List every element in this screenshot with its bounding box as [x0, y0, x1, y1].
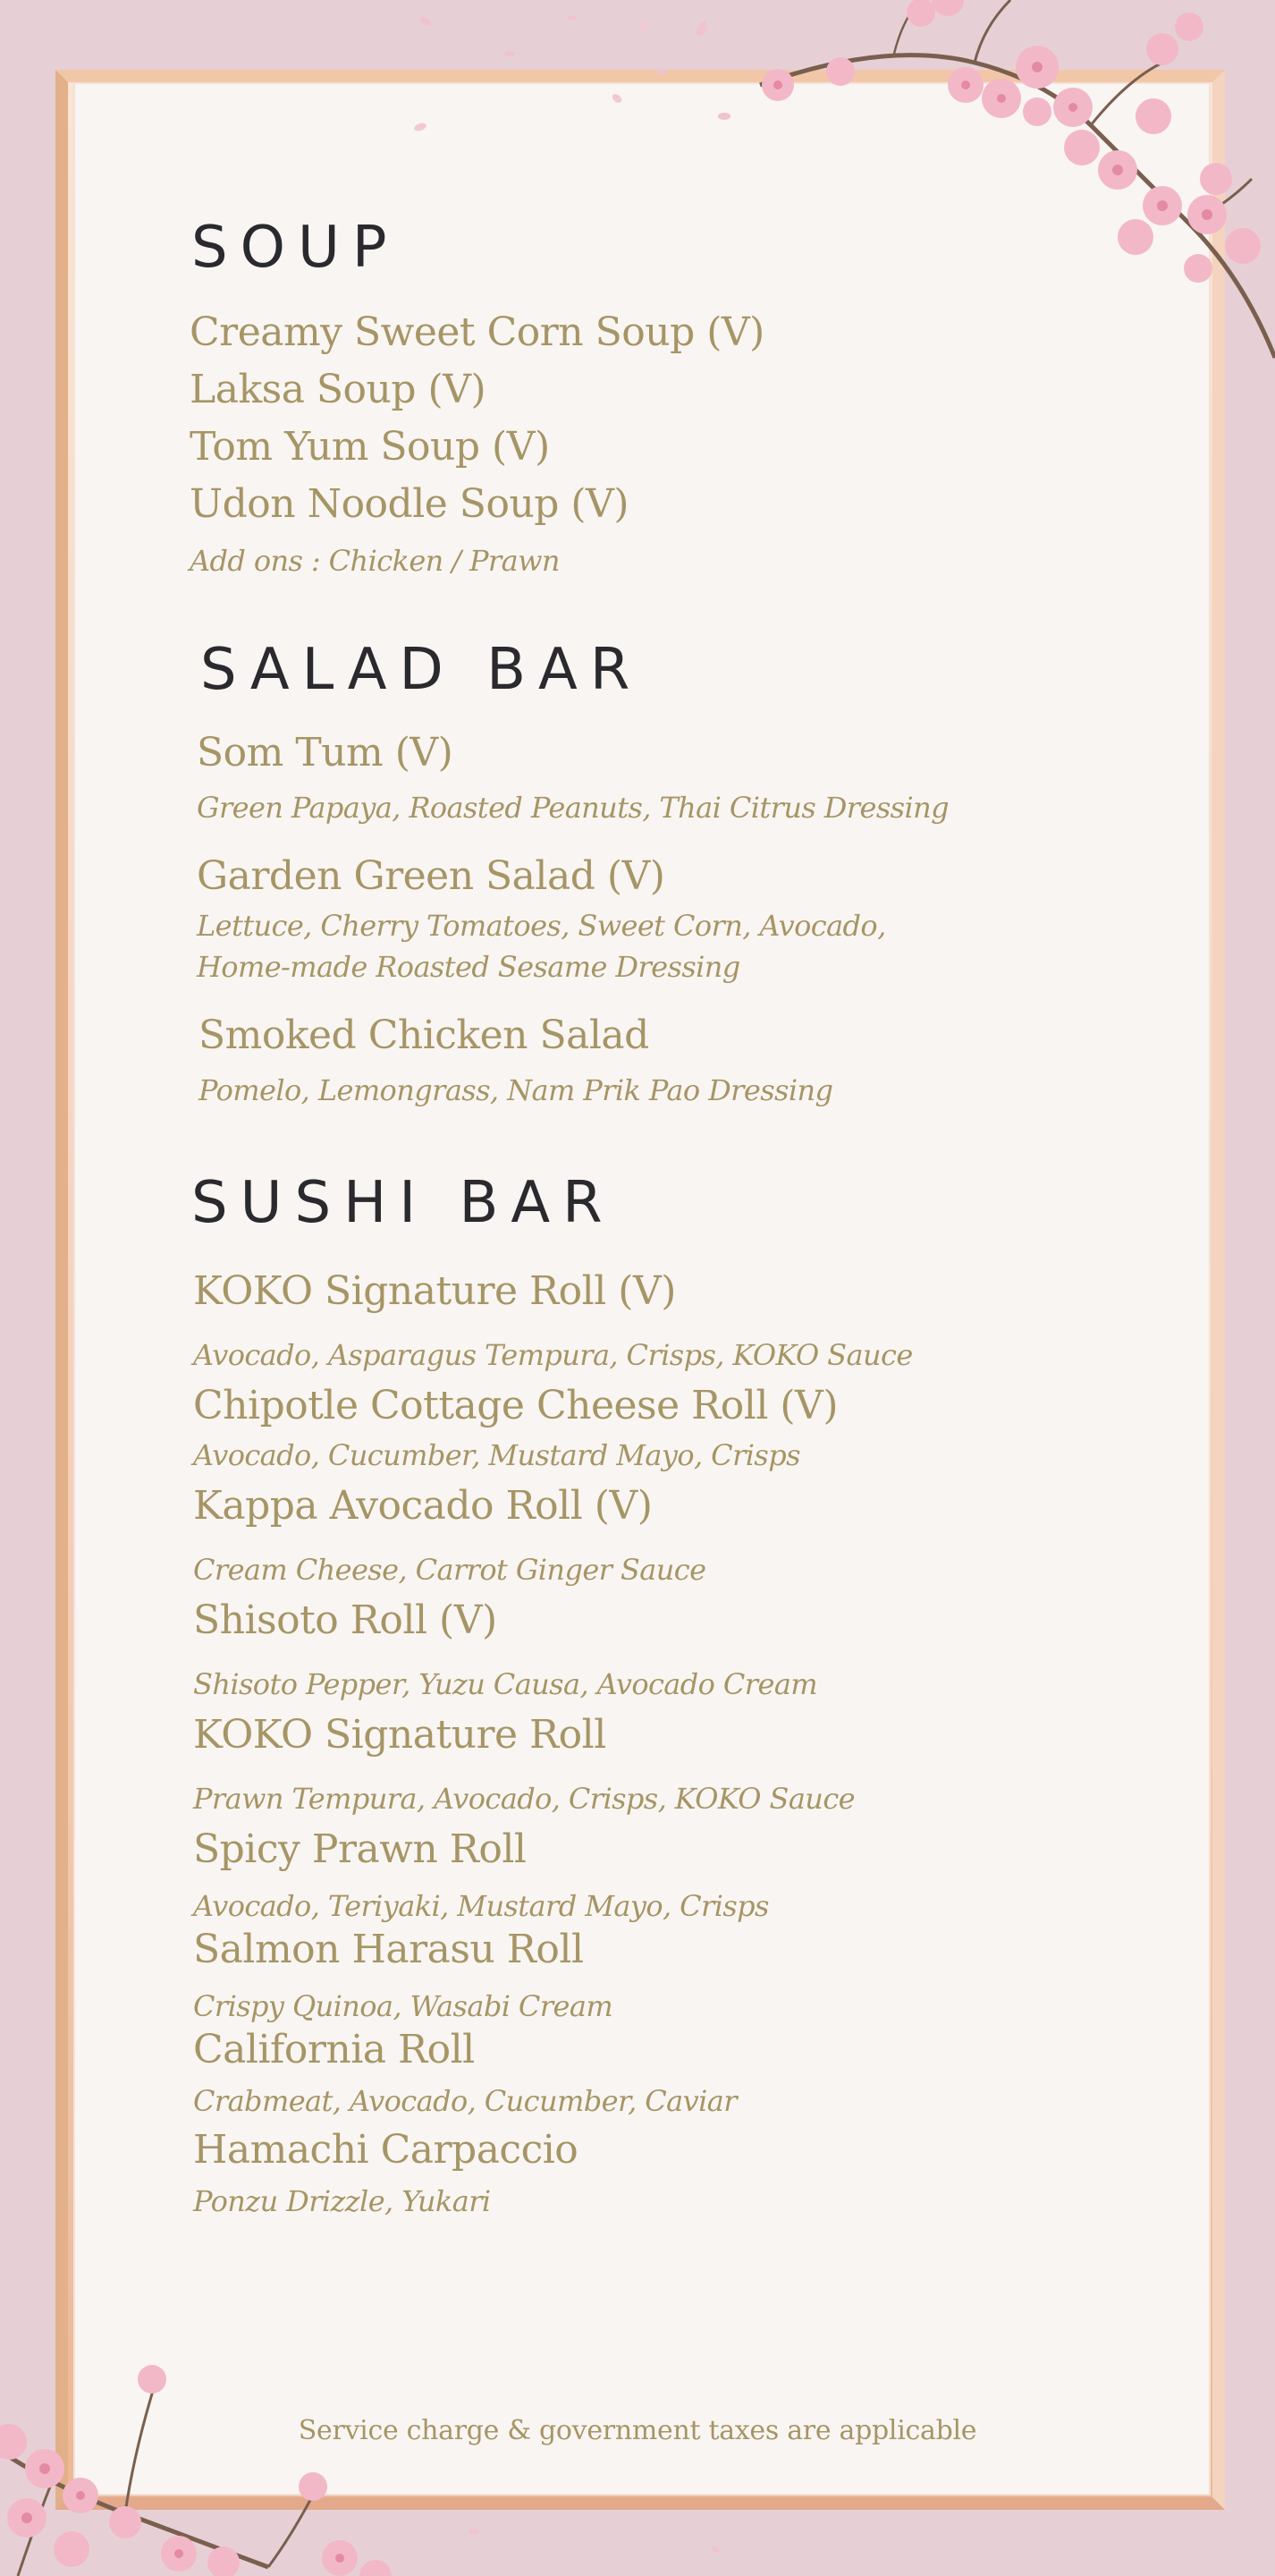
menu-item-smoked-chicken-salad: Smoked Chicken Salad: [198, 1013, 649, 1058]
menu-item-salmon-harasu-roll: Salmon Harasu Roll: [193, 1927, 584, 1972]
menu-item-koko-signature-roll-desc: Prawn Tempura, Avocado, Crisps, KOKO Sauce: [193, 1782, 855, 1816]
menu-item-laksa-soup: Laksa Soup (V): [190, 367, 486, 412]
menu-item-kappa-avocado-roll: Kappa Avocado Roll (V): [193, 1483, 653, 1529]
menu-item-california-roll-desc: Crabmeat, Avocado, Cucumber, Caviar: [193, 2084, 737, 2118]
section-title-salad-bar: SALAD BAR: [200, 637, 643, 703]
section-title-sushi-bar: SUSHI BAR: [191, 1170, 615, 1236]
menu-item-garden-green-salad-desc-line2: Home-made Roasted Sesame Dressing: [197, 950, 740, 984]
menu-item-chipotle-cottage-cheese-roll: Chipotle Cottage Cheese Roll (V): [193, 1383, 838, 1428]
menu-item-tom-yum-soup: Tom Yum Soup (V): [190, 424, 550, 470]
soup-add-ons-note: Add ons : Chicken / Prawn: [190, 544, 560, 578]
menu-item-creamy-sweet-corn-soup: Creamy Sweet Corn Soup (V): [190, 309, 764, 355]
menu-item-kappa-avocado-roll-desc: Cream Cheese, Carrot Ginger Sauce: [193, 1553, 706, 1587]
menu-item-som-tum-desc: Green Papaya, Roasted Peanuts, Thai Citrus Dressing: [197, 791, 949, 825]
menu-item-koko-signature-roll-v-desc: Avocado, Asparagus Tempura, Crisps, KOKO Sauce: [193, 1338, 913, 1372]
menu-item-spicy-prawn-roll-desc: Avocado, Teriyaki, Mustard Mayo, Crisps: [193, 1889, 769, 1923]
section-title-soup: SOUP: [191, 215, 400, 281]
menu-item-som-tum: Som Tum (V): [197, 730, 453, 775]
falling-petals-decoration: [393, 0, 769, 143]
falling-petals-bottom-decoration: [447, 2504, 805, 2576]
cherry-blossom-branch-top-right: [742, 0, 1275, 376]
menu-item-smoked-chicken-salad-desc: Pomelo, Lemongrass, Nam Prik Pao Dressing: [198, 1073, 833, 1107]
menu-item-chipotle-cottage-cheese-roll-desc: Avocado, Cucumber, Mustard Mayo, Crisps: [193, 1438, 800, 1472]
menu-item-spicy-prawn-roll: Spicy Prawn Roll: [193, 1826, 527, 1872]
menu-item-koko-signature-roll-v: KOKO Signature Roll (V): [193, 1268, 676, 1314]
service-charge-note: Service charge & government taxes are applicable: [298, 2415, 977, 2446]
menu-item-hamachi-carpaccio-desc: Ponzu Drizzle, Yukari: [193, 2184, 491, 2218]
menu-item-koko-signature-roll: KOKO Signature Roll: [193, 1712, 606, 1758]
menu-item-shisoto-roll: Shisoto Roll (V): [193, 1597, 497, 1643]
menu-item-shisoto-roll-desc: Shisoto Pepper, Yuzu Causa, Avocado Cream: [193, 1667, 818, 1701]
menu-item-hamachi-carpaccio: Hamachi Carpaccio: [193, 2127, 578, 2173]
menu-item-garden-green-salad: Garden Green Salad (V): [197, 853, 665, 899]
menu-item-salmon-harasu-roll-desc: Crispy Quinoa, Wasabi Cream: [193, 1989, 613, 2023]
menu-item-udon-noodle-soup: Udon Noodle Soup (V): [190, 481, 629, 527]
cherry-blossom-branch-bottom-left: [0, 2343, 411, 2576]
menu-item-garden-green-salad-desc-line1: Lettuce, Cherry Tomatoes, Sweet Corn, Avocado,: [197, 909, 886, 943]
menu-item-california-roll: California Roll: [193, 2027, 475, 2072]
